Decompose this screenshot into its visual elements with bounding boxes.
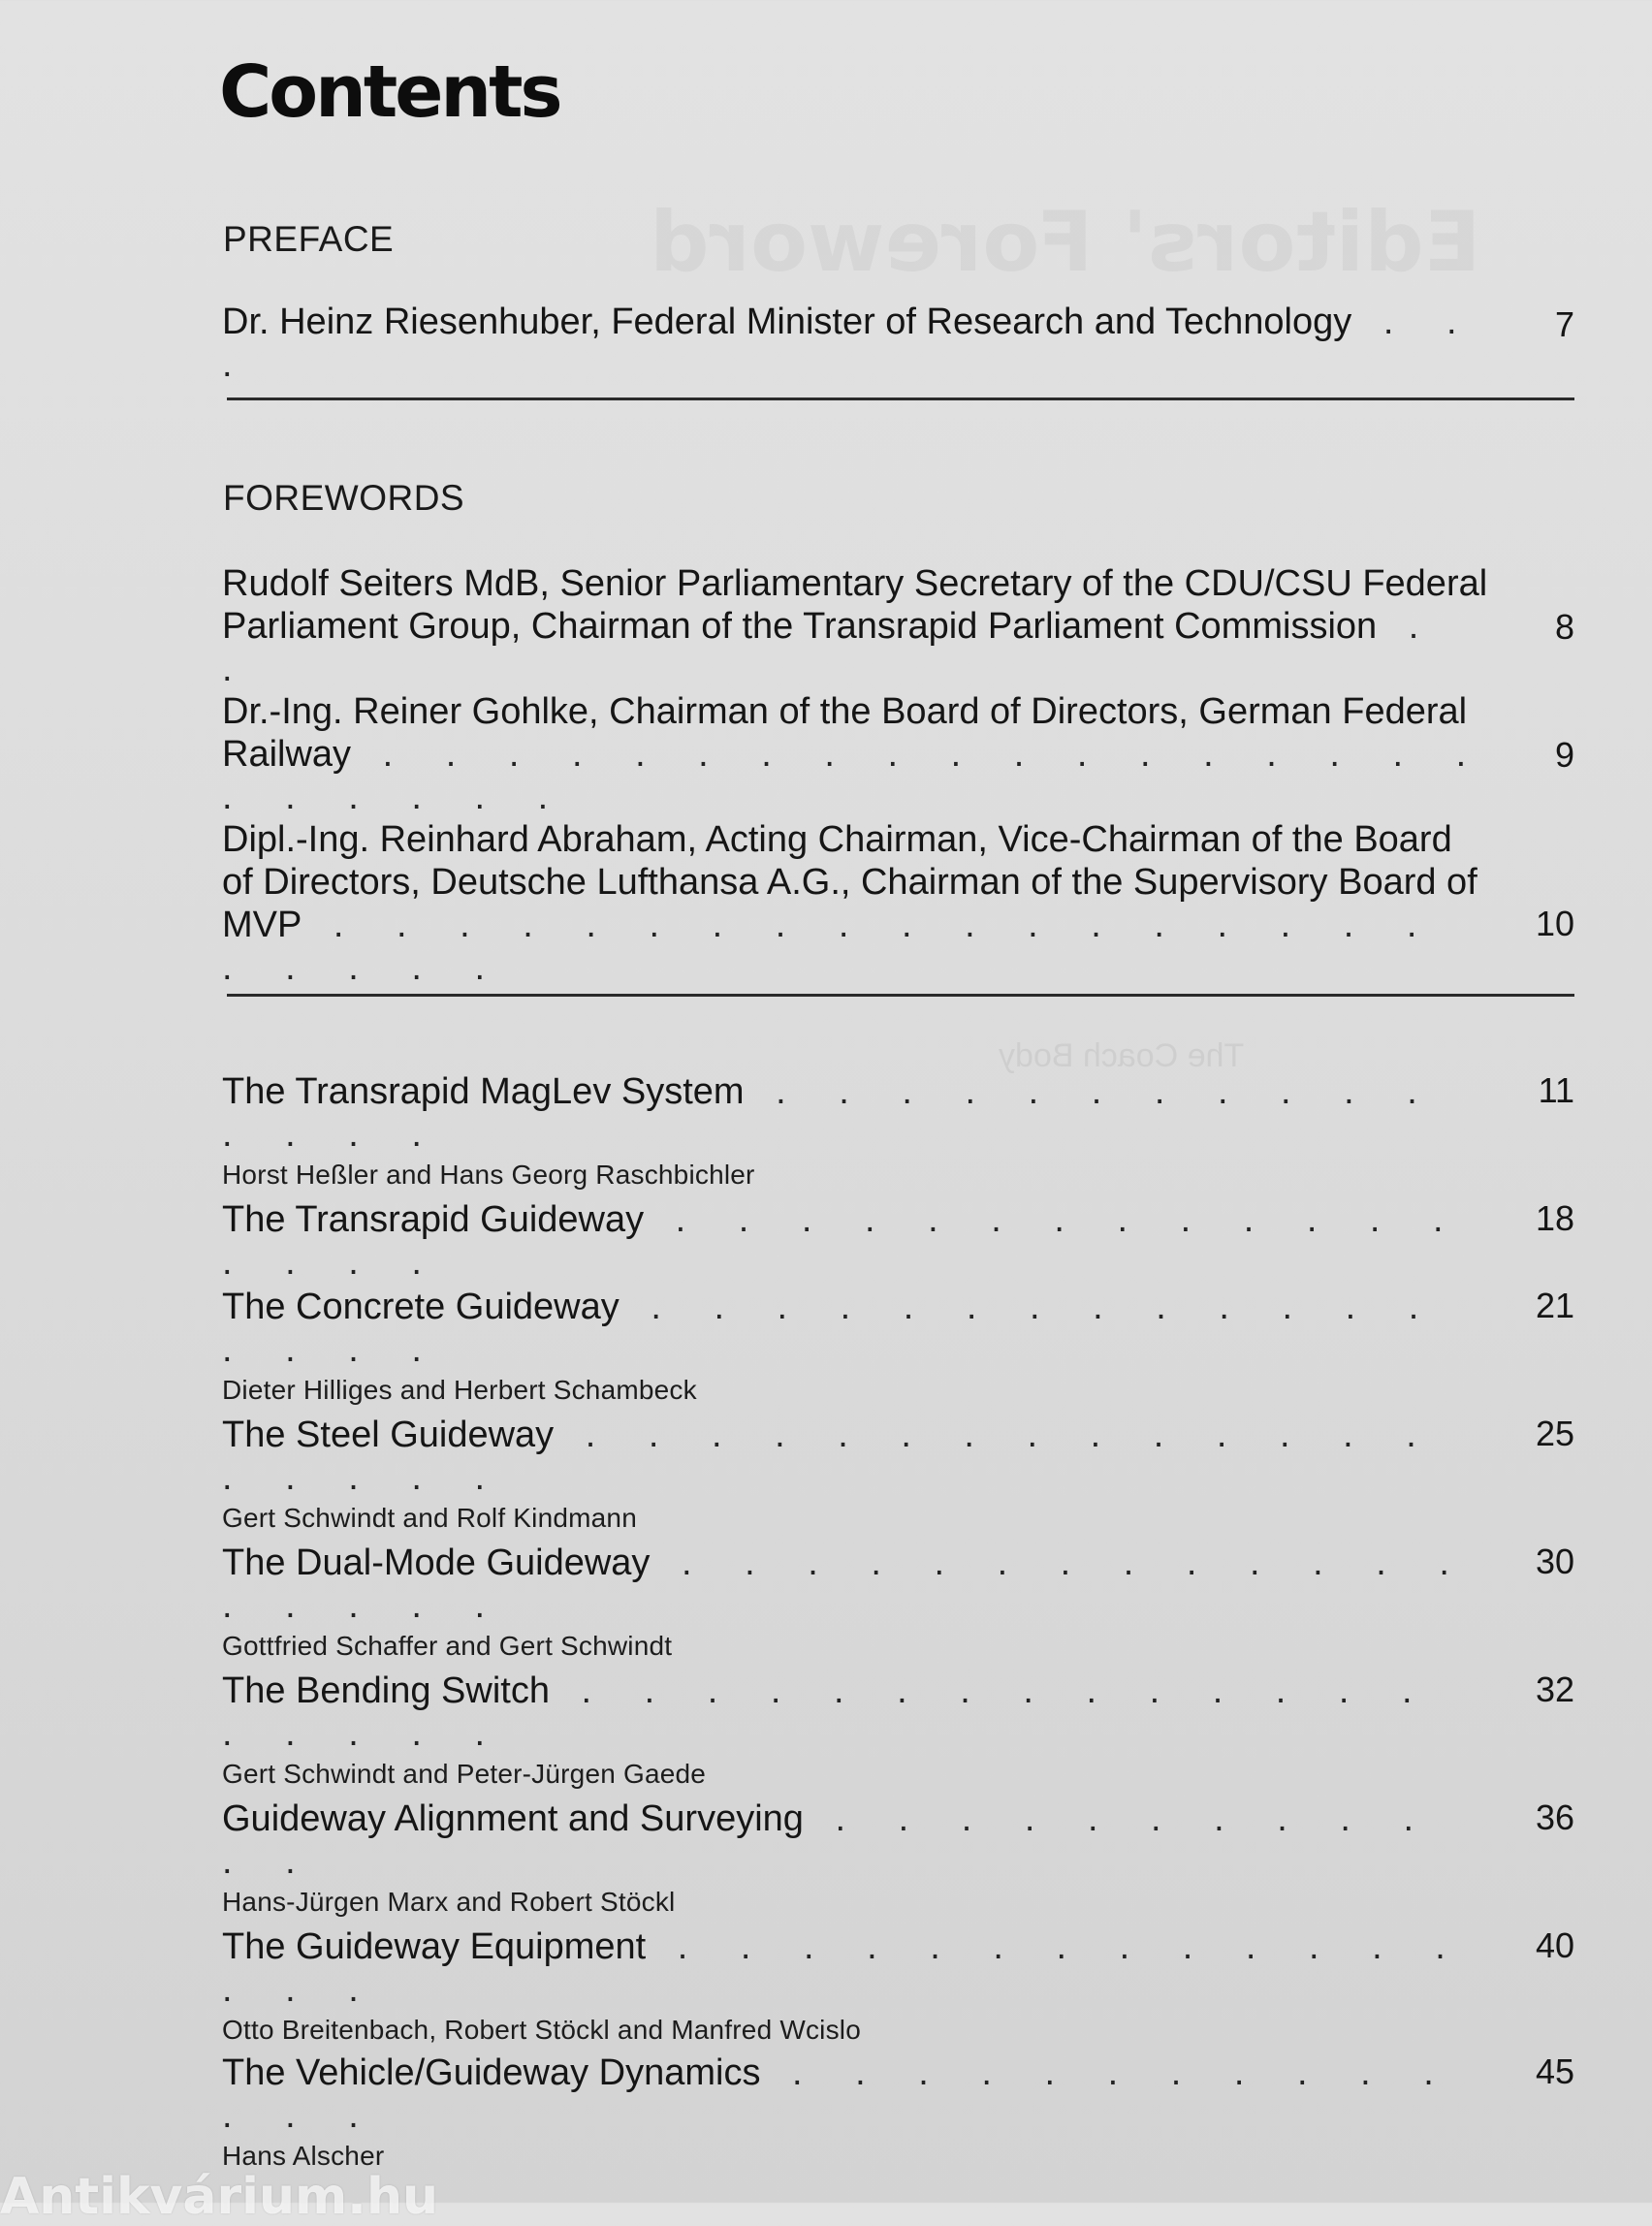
entry-page-number: 40 (1535, 1925, 1574, 1965)
dot-leader: . . . . . . . . . . . . (222, 1798, 1436, 1882)
chapter-entry[interactable] (222, 1198, 1574, 1284)
chapter-entry[interactable] (222, 2051, 1574, 2172)
preface-entry[interactable] (222, 301, 1574, 386)
chapter-entry[interactable] (222, 1925, 1574, 2046)
entry-title: Dr. Heinz Riesenhuber, Federal Minister of Research and Technology (222, 302, 1352, 342)
dot-leader: . . . . . . . . . . . . . . . . . . . (222, 1670, 1434, 1754)
chapter-authors: Gert Schwindt and Rolf Kindmann (222, 1503, 637, 1533)
chapter-title: The Dual-Mode Guideway (222, 1542, 651, 1583)
chapter-title: The Transrapid MagLev System (222, 1071, 745, 1112)
entry-title: Rudolf Seiters MdB, Senior Parliamentary Secretary of the CDU/CSU Federal Parliament Group, Chairman of the Transrapid Parliament Commission (222, 563, 1488, 647)
chapter-authors: Gert Schwindt and Peter-Jürgen Gaede (222, 1759, 707, 1789)
chapter-entry[interactable] (222, 1286, 1574, 1406)
entry-page-number: 9 (1554, 735, 1574, 775)
chapter-title: Guideway Alignment and Surveying (222, 1798, 804, 1839)
dot-leader: . . . . . . . . . . . . . . . . . . . . . . . (222, 905, 1439, 988)
dot-leader: . . . (222, 302, 1478, 385)
show-through-caption: The Coach Body (999, 1037, 1245, 1074)
chapter-authors: Otto Breitenbach, Robert Stöckl and Manfred Wcislo (222, 2015, 861, 2045)
dot-leader: . . . . . . . . . . . . . . . . . . . . . . . . (222, 734, 1488, 817)
dot-leader: . . . . . . . . . . . . . . . . . (222, 1287, 1441, 1370)
foreword-entry[interactable] (222, 818, 1574, 989)
foreword-entry[interactable] (222, 562, 1574, 690)
entry-page-number: 21 (1535, 1286, 1574, 1325)
show-through-heading (650, 194, 1480, 291)
entry-page-number: 32 (1535, 1670, 1574, 1709)
foreword-entry[interactable] (222, 690, 1574, 818)
chapter-entry[interactable] (222, 1414, 1574, 1534)
chapter-entry[interactable] (222, 1542, 1574, 1662)
chapter-title: The Guideway Equipment (222, 1926, 647, 1967)
entry-page-number: 25 (1535, 1414, 1574, 1453)
chapter-title: The Concrete Guideway (222, 1287, 620, 1327)
page-title: Contents (219, 50, 560, 134)
dot-leader: . . . . . . . . . . . . . . . . . (222, 1199, 1465, 1283)
dot-leader: . . . . . . . . . . . . . . . (222, 1071, 1439, 1155)
entry-page-number: 36 (1535, 1797, 1574, 1837)
forewords-label: FOREWORDS (223, 478, 465, 518)
dot-leader: . . . . . . . . . . . . . . . . (222, 1926, 1467, 2010)
entry-page-number: 30 (1535, 1542, 1574, 1581)
entry-title: Dr.-Ing. Reiner Gohlke, Chairman of the Board of Directors, German Federal Railway (222, 691, 1468, 775)
chapter-title: The Bending Switch (222, 1670, 550, 1711)
entry-page-number: 8 (1554, 607, 1574, 647)
chapter-entry[interactable] (222, 1070, 1574, 1191)
chapter-authors: Hans Alscher (222, 2141, 385, 2171)
chapter-title: The Transrapid Guideway (222, 1199, 645, 1240)
preface-label: PREFACE (223, 219, 395, 259)
chapter-authors: Hans-Jürgen Marx and Robert Stöckl (222, 1887, 676, 1917)
entry-page-number: 18 (1535, 1198, 1574, 1238)
section-divider (227, 994, 1574, 997)
dot-leader: . . . . . . . . . . . . . . . . . . (222, 1542, 1471, 1626)
chapter-title: The Steel Guideway (222, 1415, 555, 1455)
watermark: Antikvárium.hu (0, 2168, 438, 2226)
chapter-authors: Gottfried Schaffer and Gert Schwindt (222, 1631, 673, 1661)
chapter-entry[interactable] (222, 1797, 1574, 1918)
dot-leader: . . . . . . . . . . . . . . (222, 2052, 1455, 2136)
dot-leader: . . (222, 606, 1441, 689)
entry-page-number: 45 (1535, 2051, 1574, 2091)
chapter-authors: Dieter Hilliges and Herbert Schambeck (222, 1375, 697, 1405)
chapter-authors: Horst Heßler and Hans Georg Raschbichler (222, 1160, 755, 1190)
entry-title: Dipl.-Ing. Reinhard Abraham, Acting Chairman, Vice-Chairman of the Board of Directors, Deutsche Lufthansa A.G., Chairman of the Supervisory Board of MVP (222, 819, 1477, 945)
entry-page-number: 10 (1535, 904, 1574, 943)
entry-page-number: 11 (1538, 1070, 1574, 1110)
dot-leader: . . . . . . . . . . . . . . . . . . . (222, 1415, 1438, 1498)
chapter-title: The Vehicle/Guideway Dynamics (222, 2052, 761, 2093)
entry-page-number: 7 (1554, 304, 1574, 344)
section-divider (227, 398, 1574, 400)
chapter-entry[interactable] (222, 1670, 1574, 1790)
